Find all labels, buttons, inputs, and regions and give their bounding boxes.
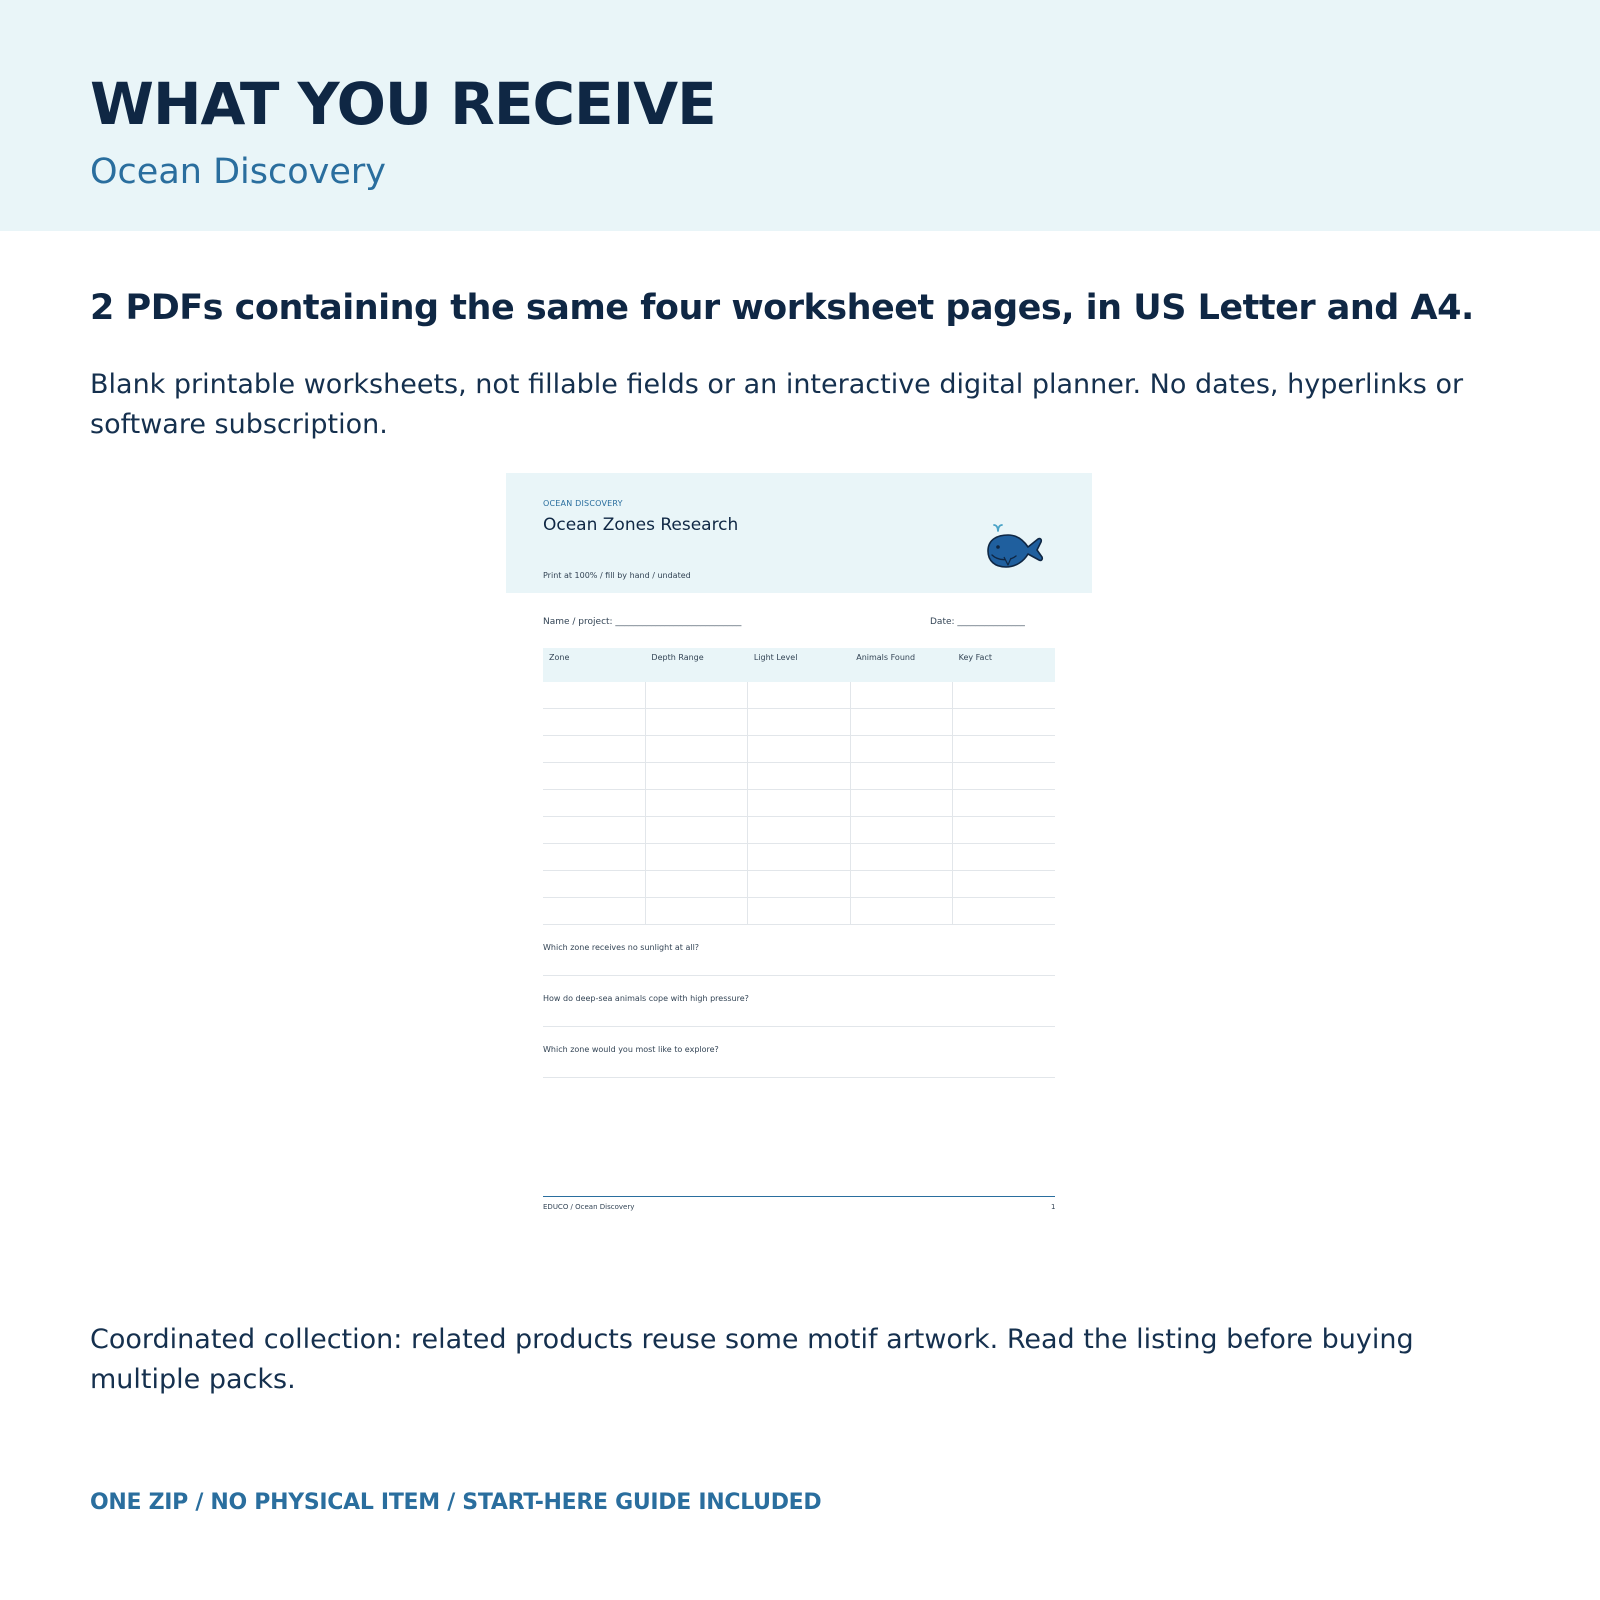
worksheet-preview: [506, 473, 1092, 1223]
column-header: Key Fact: [958, 653, 992, 662]
table-cell: [851, 817, 954, 843]
table-cell: [953, 898, 1055, 924]
table-cell: [953, 682, 1055, 708]
table-row: [543, 790, 1055, 817]
table-cell: [543, 817, 646, 843]
table-row: [543, 817, 1055, 844]
header-banner: [0, 0, 1600, 231]
table-cell: [851, 844, 954, 870]
table-cell: [851, 763, 954, 789]
footer-rule: [543, 1196, 1055, 1197]
table-cell: [851, 790, 954, 816]
table-row: [543, 763, 1055, 790]
research-table: [543, 648, 1055, 925]
page-title: WHAT YOU RECEIVE: [90, 70, 716, 138]
collection-note: Coordinated collection: related products reuse some motif artwork. Read the listing before buying multiple packs.: [90, 1324, 1414, 1395]
table-cell: [543, 736, 646, 762]
table-cell: [748, 871, 851, 897]
table-cell: [851, 709, 954, 735]
table-cell: [851, 898, 954, 924]
table-row: [543, 844, 1055, 871]
table-cell: [851, 736, 954, 762]
question-text: Which zone would you most like to explore?: [543, 1045, 719, 1054]
table-row: [543, 736, 1055, 763]
table-cell: [646, 817, 749, 843]
table-cell: [543, 871, 646, 897]
table-cell: [646, 844, 749, 870]
table-cell: [646, 682, 749, 708]
table-cell: [543, 709, 646, 735]
page-number: 1: [1051, 1203, 1056, 1211]
column-header: Depth Range: [651, 653, 704, 662]
table-cell: [953, 817, 1055, 843]
table-cell: [646, 763, 749, 789]
name-field: Name / project: ____________________________: [543, 617, 742, 627]
intro-paragraph: Blank printable worksheets, not fillable fields or an interactive digital planner. No dates, hyperlinks or software subscription.: [90, 369, 1464, 440]
table-cell: [646, 736, 749, 762]
table-cell: [748, 790, 851, 816]
table-cell: [646, 898, 749, 924]
table-cell: [748, 844, 851, 870]
table-row: [543, 871, 1055, 898]
page-subtitle: Ocean Discovery: [90, 152, 386, 192]
table-cell: [646, 790, 749, 816]
table-cell: [953, 709, 1055, 735]
worksheet-header: [506, 473, 1092, 593]
table-cell: [748, 736, 851, 762]
question-line: [543, 994, 1055, 1027]
table-cell: [851, 871, 954, 897]
column-header: Zone: [549, 653, 570, 662]
table-cell: [851, 682, 954, 708]
table-row: [543, 709, 1055, 736]
whale-icon: [984, 523, 1046, 571]
footer-tagline: ONE ZIP / NO PHYSICAL ITEM / START-HERE GUIDE INCLUDED: [90, 1490, 822, 1515]
table-cell: [953, 736, 1055, 762]
table-cell: [646, 871, 749, 897]
headline: 2 PDFs containing the same four worksheet pages, in US Letter and A4.: [90, 288, 1474, 328]
table-cell: [543, 844, 646, 870]
table-header: [543, 648, 1055, 682]
worksheet-print-note: Print at 100% / fill by hand / undated: [543, 571, 691, 580]
table-cell: [543, 790, 646, 816]
worksheet-footer: EDUCO / Ocean Discovery: [543, 1203, 635, 1211]
table-cell: [953, 763, 1055, 789]
column-header: Light Level: [753, 653, 798, 662]
table-cell: [953, 844, 1055, 870]
table-cell: [748, 817, 851, 843]
table-cell: [543, 898, 646, 924]
question-line: [543, 1045, 1055, 1078]
worksheet-brand: OCEAN DISCOVERY: [543, 499, 623, 508]
table-cell: [543, 763, 646, 789]
question-line: [543, 943, 1055, 976]
table-cell: [543, 682, 646, 708]
worksheet-title: Ocean Zones Research: [543, 515, 739, 535]
table-row: [543, 898, 1055, 925]
question-text: Which zone receives no sunlight at all?: [543, 943, 700, 952]
table-cell: [748, 763, 851, 789]
date-field: Date: _______________: [930, 617, 1025, 627]
table-cell: [646, 709, 749, 735]
column-header: Animals Found: [856, 653, 916, 662]
table-cell: [953, 871, 1055, 897]
table-cell: [748, 682, 851, 708]
table-cell: [748, 898, 851, 924]
table-cell: [953, 790, 1055, 816]
table-row: [543, 682, 1055, 709]
question-text: How do deep-sea animals cope with high pressure?: [543, 994, 749, 1003]
table-cell: [748, 709, 851, 735]
table-body: [543, 682, 1055, 925]
